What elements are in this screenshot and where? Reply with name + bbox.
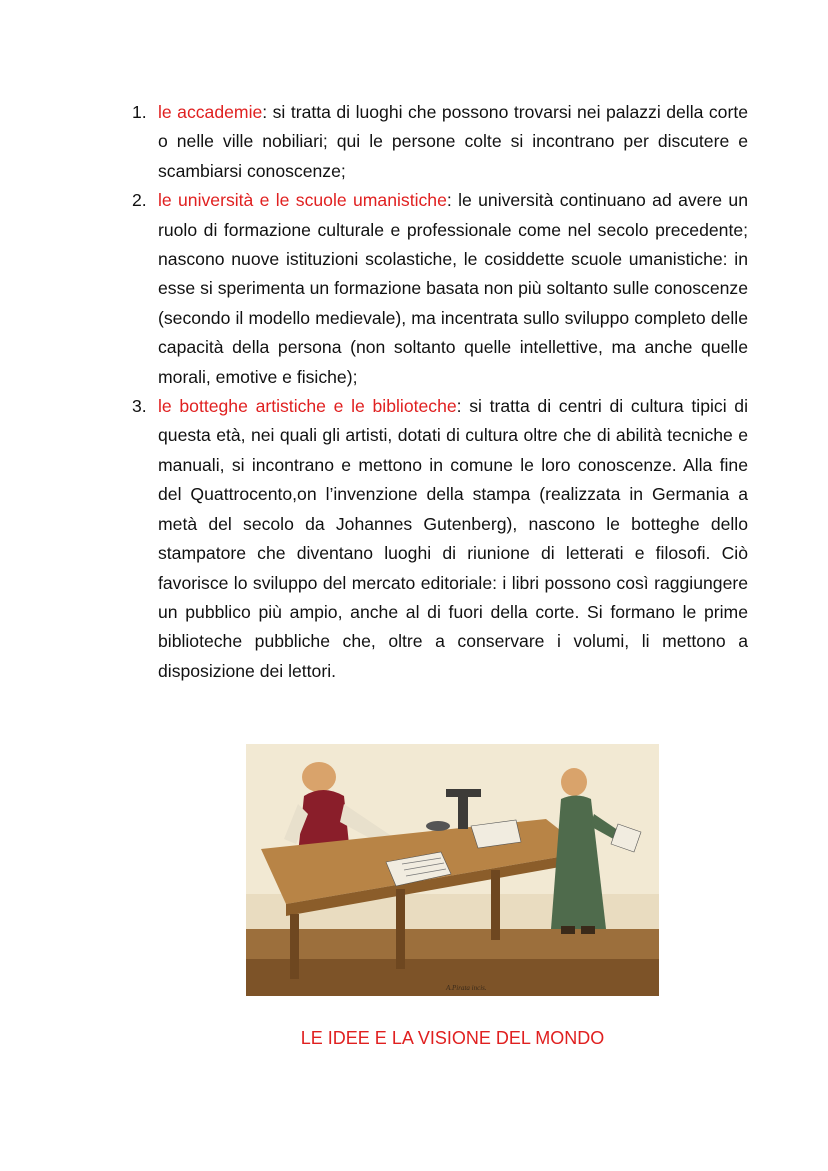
item-term: le accademie	[158, 102, 263, 122]
item-number: 2.	[132, 190, 147, 211]
item-term: le botteghe artistiche e le biblioteche	[158, 396, 457, 417]
list-item	[0, 186, 748, 392]
illustration-signature: A.Pirata incis.	[446, 984, 487, 992]
list-item	[0, 98, 748, 186]
numbered-list	[0, 98, 828, 686]
item-number: 3.	[132, 396, 147, 417]
printing-workshop-illustration	[246, 744, 659, 996]
item-term: le università e le scuole umanistiche	[158, 190, 447, 211]
section-heading: LE IDEE E LA VISIONE DEL MONDO	[300, 1028, 605, 1048]
list-item	[0, 392, 748, 686]
item-text: : si tratta di luoghi che possono trovarsi nei palazzi della corte o nelle ville nobiliari; qui le persone colte si incontrano per discutere e scambiarsi conoscenze;	[158, 102, 748, 181]
item-text: : si tratta di centri di cultura tipici di questa età, nei quali gli artisti, dotati di cultura oltre che di abilità tecniche e manuali, si incontrano e mettono in comune le loro conoscenze. Alla fine del Quattrocento,on l’invenzione della stampa (realizzata in Germania a metà del secolo da Johannes Gutenberg), nascono le botteghe dello stampatore che diventano luoghi di riunione di letterati e filosofi. Ciò favorisce lo sviluppo del mercato editoriale: i libri possono così raggiungere un pubblico più ampio, anche al di fuori della corte. Si formano le prime biblioteche pubbliche che, oltre a conservare i volumi, li mettono a disposizione dei lettori.	[158, 396, 748, 681]
item-number: 1.	[132, 102, 147, 122]
item-text: : le università continuano ad avere un ruolo di formazione culturale e professionale come nel secolo precedente; nascono nuove istituzioni scolastiche, le cosiddette scuole umanistiche: in esse si sperimenta un formazione basata non più soltanto sulle conoscenze (secondo il modello medievale), ma incentrata sullo sviluppo completo delle capacità della persona (non soltanto quelle intellettive, ma anche quelle morali, emotive e fisiche);	[158, 190, 748, 387]
